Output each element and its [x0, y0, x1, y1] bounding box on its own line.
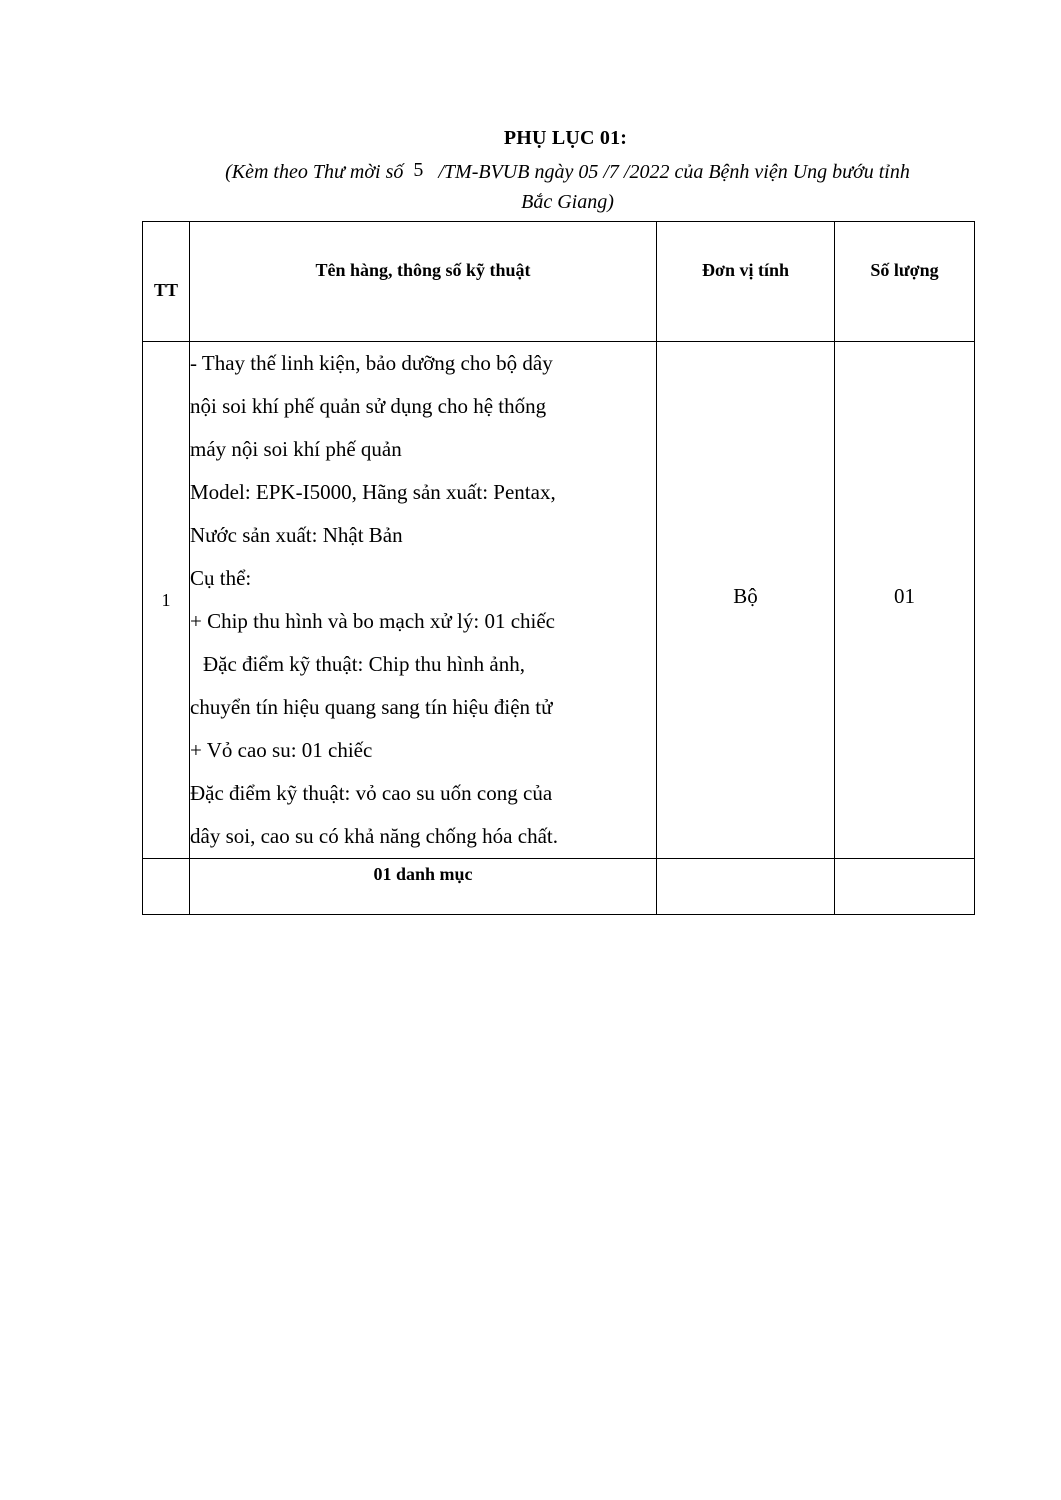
spec-line: Model: EPK-I5000, Hãng sản xuất: Pentax, [190, 480, 556, 504]
spec-line: dây soi, cao su có khả năng chống hóa chất. [190, 824, 558, 848]
appendix-subtitle [160, 157, 975, 217]
spec-line: Đặc điểm kỹ thuật: vỏ cao su uốn cong của [190, 781, 553, 805]
spec-line: máy nội soi khí phế quản [190, 437, 402, 461]
invitation-number: 5 [413, 159, 424, 181]
spec-line: Đặc điểm kỹ thuật: Chip thu hình ảnh, [203, 652, 525, 676]
total-unit-cell [657, 859, 835, 915]
subtitle-line-2: Bắc Giang) [521, 191, 614, 213]
spec-line: chuyển tín hiệu quang sang tín hiệu điện tử [190, 695, 553, 719]
row-quantity-value: 01 [894, 583, 915, 608]
header-quantity: Số lượng [835, 222, 975, 342]
table-row [143, 342, 975, 859]
appendix-title: PHỤ LỤC 01: [503, 127, 628, 149]
total-tt-cell [143, 859, 190, 915]
spec-line: + Chip thu hình và bo mạch xử lý: 01 chiếc [190, 609, 555, 633]
subtitle-line-1 [160, 157, 975, 187]
spec-line: Cụ thể: [190, 566, 252, 590]
specification-table [142, 221, 975, 915]
spec-line: nội soi khí phế quản sử dụng cho hệ thống [190, 394, 547, 418]
table-total-row [143, 859, 975, 915]
row-unit-value: Bộ [733, 583, 758, 608]
header-unit: Đơn vị tính [657, 222, 835, 342]
row-tt: 1 [143, 342, 190, 859]
subtitle-part-1: (Kèm theo Thư mời số [225, 161, 404, 183]
spec-line: - Thay thế linh kiện, bảo dưỡng cho bộ dây [190, 351, 553, 375]
total-label: 01 danh mục [190, 859, 657, 915]
spec-line: Nước sản xuất: Nhật Bản [190, 523, 403, 547]
table-header-row [143, 222, 975, 342]
subtitle-part-2: /TM-BVUB ngày 05 /7 /2022 của Bệnh viện Ung bướu tỉnh [438, 161, 910, 183]
row-unit [657, 342, 835, 859]
row-quantity [835, 342, 975, 859]
spec-line: + Vỏ cao su: 01 chiếc [190, 738, 373, 762]
header-tt: TT [143, 222, 190, 342]
header-name: Tên hàng, thông số kỹ thuật [190, 222, 657, 342]
row-spec [190, 342, 657, 859]
total-quantity-cell [835, 859, 975, 915]
